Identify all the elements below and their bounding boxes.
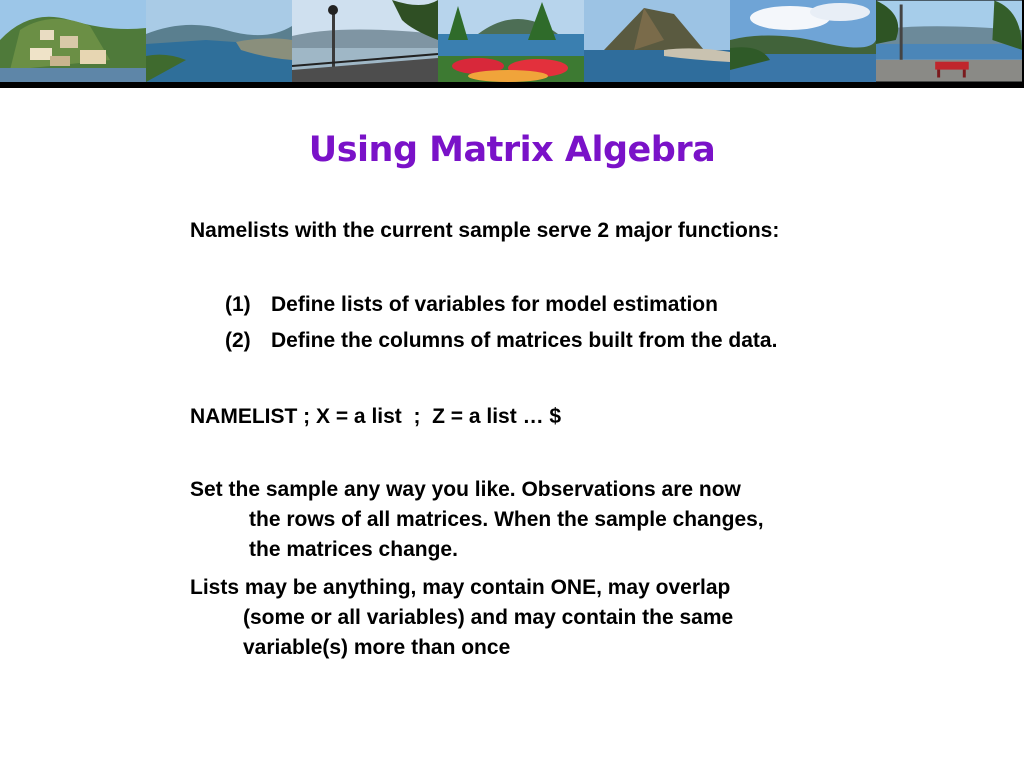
namelist-syntax: NAMELIST ; X = a list ; Z = a list … $ <box>190 405 562 428</box>
sample-paragraph <box>190 475 764 565</box>
paragraph-line: the rows of all matrices. When the sample changes, <box>249 508 764 531</box>
mountain-lake-photo <box>584 0 730 82</box>
lakeside-promenade-photo <box>292 0 438 82</box>
paragraph-line: (some or all variables) and may contain the same <box>243 606 734 629</box>
paragraph-line: the matrices change. <box>249 538 458 561</box>
list-item <box>225 290 718 320</box>
intro-text: Namelists with the current sample serve 2 major functions: <box>190 219 780 242</box>
lists-paragraph <box>190 573 733 663</box>
list-item-number: (2) <box>225 329 251 352</box>
list-item <box>225 326 777 356</box>
list-item-text: Define the columns of matrices built from the data. <box>271 329 778 352</box>
lake-bay-photo <box>146 0 292 82</box>
list-item-text: Define lists of variables for model estimation <box>271 293 718 316</box>
lakeside-bench-photo <box>876 0 1024 82</box>
banner-divider <box>0 82 1024 88</box>
hillside-village-photo <box>0 0 146 82</box>
flower-garden-lake-photo <box>438 0 584 82</box>
photo-banner <box>0 0 1024 82</box>
list-item-number: (1) <box>225 293 251 316</box>
lake-clouds-photo <box>730 0 876 82</box>
paragraph-line: variable(s) more than once <box>243 636 511 659</box>
paragraph-line: Lists may be anything, may contain ONE, may overlap <box>190 576 731 599</box>
slide-title: Using Matrix Algebra <box>308 130 716 170</box>
paragraph-line: Set the sample any way you like. Observations are now <box>190 478 741 501</box>
